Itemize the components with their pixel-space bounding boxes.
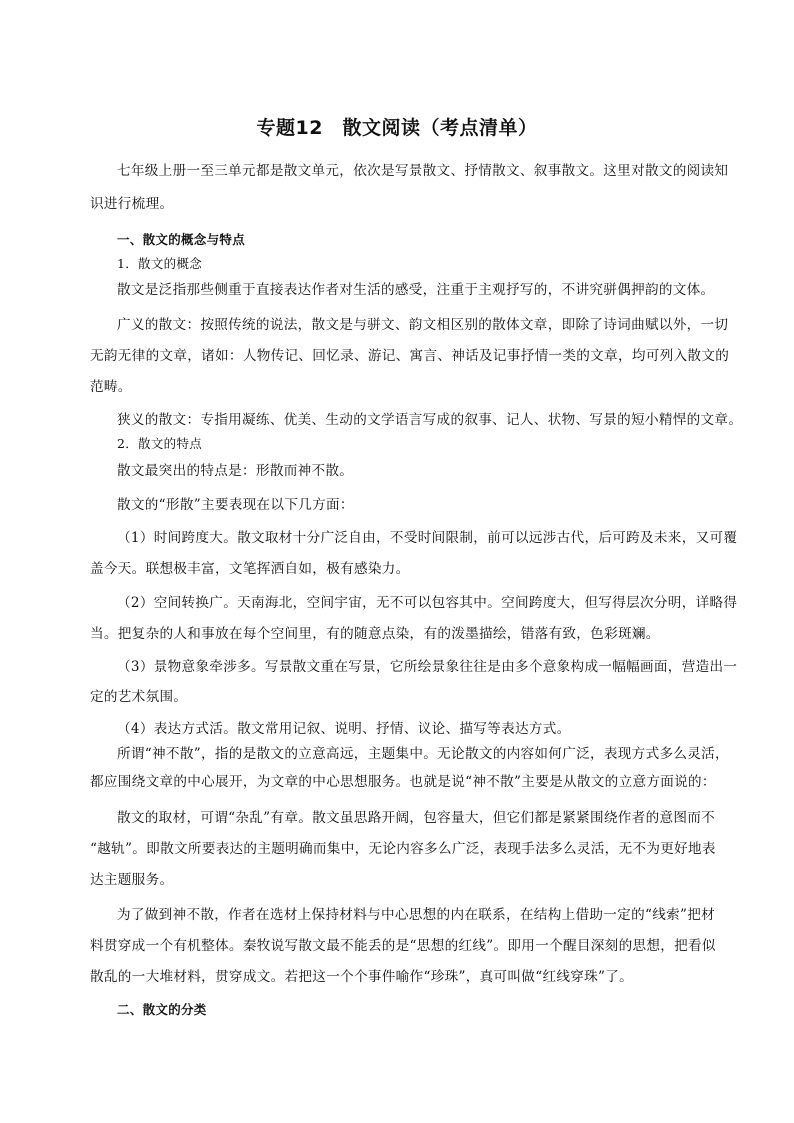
subheading-concept: 1．散文的概念 — [117, 256, 203, 271]
concept-definition: 散文是泛指那些侧重于直接表达作者对生活的感受，注重于主观抒写的，不讲究骈偶押韵的文体。 — [117, 282, 715, 298]
section-heading-2: 二、散文的分类 — [117, 1002, 207, 1017]
point-4: （4）表达方式活。散文常用记叙、说明、抒情、议论、描写等表达方式。 — [117, 721, 571, 737]
form-scattered-intro: 散文的“形散”主要表现在以下几方面： — [117, 497, 354, 513]
thread-line-1: 为了做到神不散，作者在选材上保持材料与中心思想的内在联系，在结构上借助一定的“线索”把材 — [117, 907, 716, 923]
subheading-features: 2．散文的特点 — [117, 436, 203, 451]
feature-summary: 散文最突出的特点是：形散而神不散。 — [117, 463, 354, 479]
point-2-line-2: 当。把复杂的人和事放在每个空间里，有的随意点染，有的泼墨描绘，错落有致，色彩斑斓。 — [90, 626, 660, 642]
material-line-2: “越轨”。即散文所要表达的主题明确而集中，无论内容多么广泛，表现手法多么灵活，无不为更好地表 — [90, 841, 716, 857]
point-3-line-1: （3）景物意象牵涉多。写景散文重在写景，它所绘景象往往是由多个意象构成一幅幅画面，营造出一 — [117, 659, 738, 675]
section-heading-1: 一、散文的概念与特点 — [117, 232, 246, 247]
broad-definition-line-1: 广义的散文：按照传统的说法，散文是与骈文、韵文相区别的散体文章，即除了诗词曲赋以外，一切 — [117, 317, 729, 333]
spirit-line-1: 所谓“神不散”，指的是散文的立意高远，主题集中。无论散文的内容如何广泛，表现方式多么灵活， — [117, 746, 729, 762]
broad-definition-line-3: 范畴。 — [90, 379, 132, 395]
point-2-line-1: （2）空间转换广。天南海北，空间宇宙，无不可以包容其中。空间跨度大，但写得层次分明，详略得 — [117, 595, 738, 611]
point-1-line-2: 盖今天。联想极丰富，文笔挥洒自如，极有感染力。 — [90, 561, 410, 577]
point-1-line-1: （1）时间跨度大。散文取材十分广泛自由，不受时间限制，前可以远涉古代，后可跨及未来，又可覆 — [117, 530, 738, 546]
spirit-line-2: 都应围绕文章的中心展开，为文章的中心思想服务。也就是说“神不散”主要是从散文的立意方面说的： — [90, 774, 716, 790]
narrow-definition: 狭义的散文：专指用凝练、优美、生动的文学语言写成的叙事、记人、状物、写景的短小精悍的文章。 — [117, 412, 743, 428]
point-3-line-2: 定的艺术氛围。 — [90, 689, 188, 705]
intro-line-2: 识进行梳理。 — [90, 196, 174, 212]
intro-line-1: 七年级上册一至三单元都是散文单元，依次是写景散文、抒情散文、叙事散文。这里对散文的阅读知 — [117, 163, 729, 179]
material-line-3: 达主题服务。 — [90, 872, 174, 888]
thread-line-2: 料贯穿成一个有机整体。秦牧说写散文最不能丢的是“思想的红线”。即用一个醒目深刻的思想，把看似 — [90, 938, 716, 954]
page-title: 专题12 散文阅读（考点清单） — [256, 117, 538, 139]
thread-line-3: 散乱的一大堆材料，贯穿成文。若把这一个个事件喻作“珍珠”，真可叫做“红线穿珠”了。 — [90, 969, 634, 985]
broad-definition-line-2: 无韵无律的文章，诸如：人物传记、回忆录、游记、寓言、神话及记事抒情一类的文章，均可列入散文的 — [90, 348, 730, 364]
material-line-1: 散文的取材，可谓“杂乱”有章。散文虽思路开阔，包容量大，但它们都是紧紧围绕作者的意图而不 — [117, 810, 716, 826]
